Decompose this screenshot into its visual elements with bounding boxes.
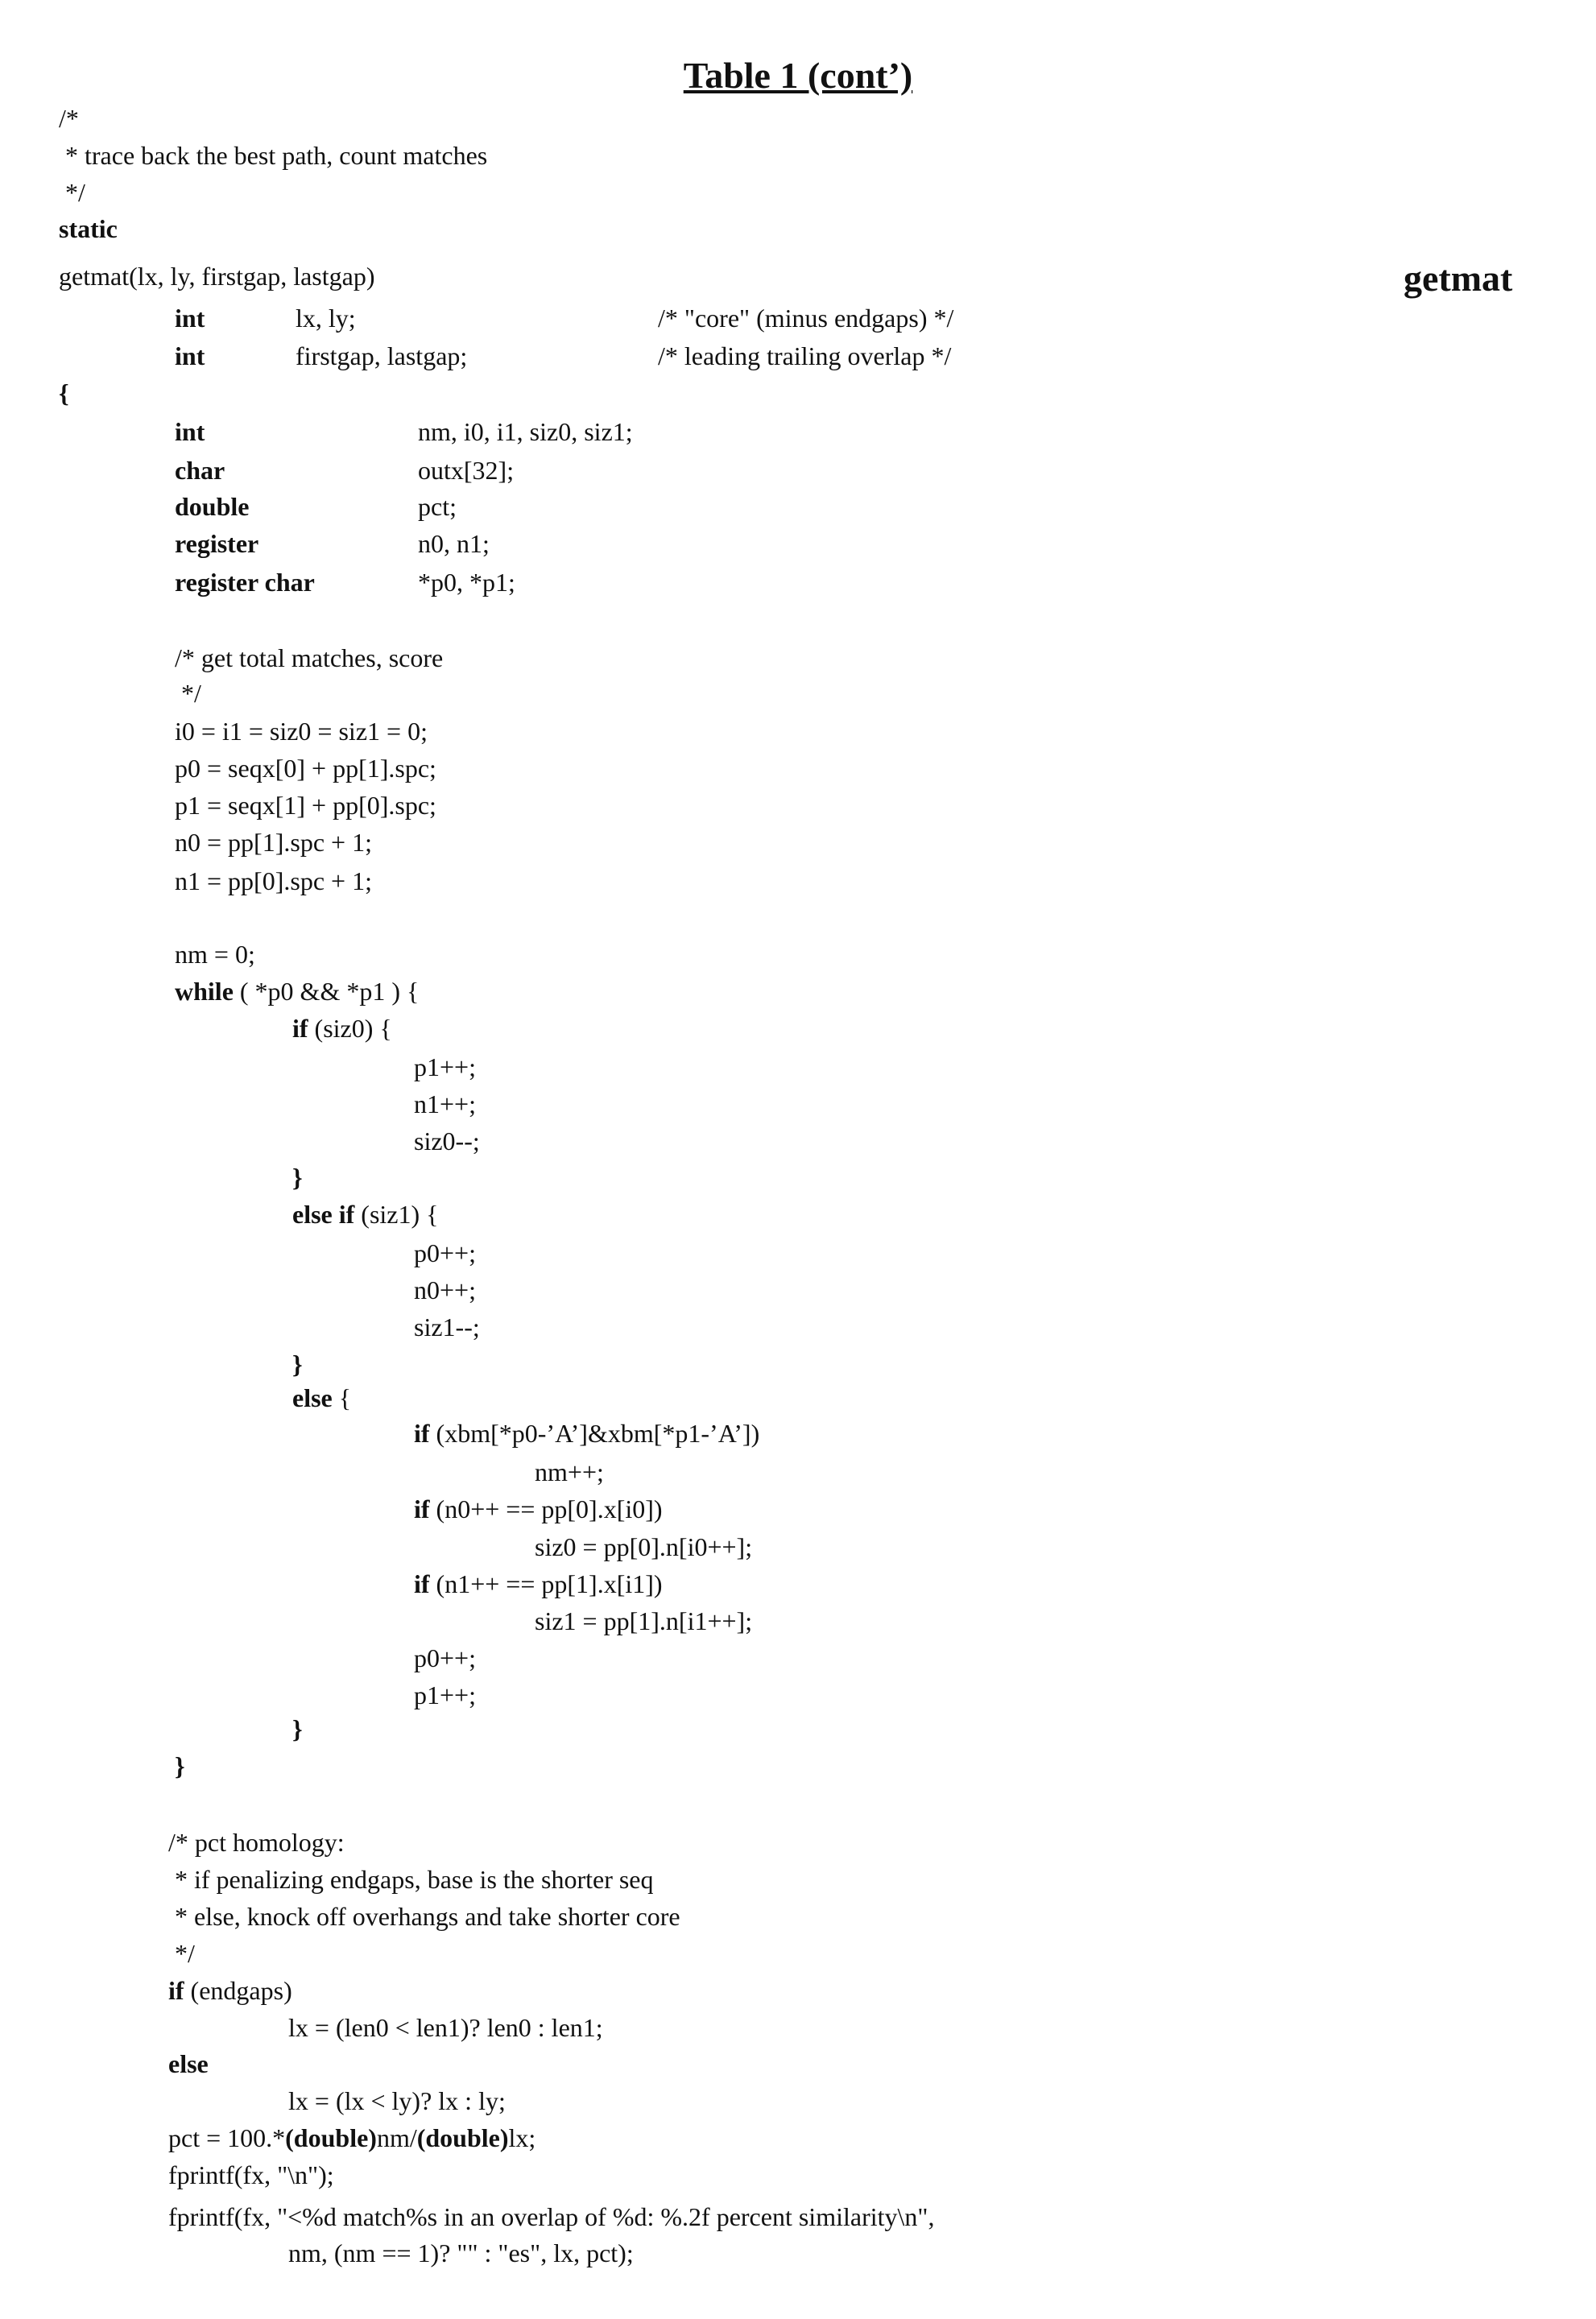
page-title: Table 1 (cont’) <box>0 53 1596 98</box>
code-text: nm++; <box>535 1457 604 1486</box>
code-line <box>414 1125 480 1157</box>
code-line <box>168 1863 654 1895</box>
code-line <box>175 340 205 372</box>
code-line <box>288 2085 506 2117</box>
code-text: (n1++ == pp[1].x[i1]) <box>430 1569 663 1598</box>
code-line <box>175 642 443 674</box>
code-line <box>168 1826 345 1858</box>
code-text: nm/ <box>377 2123 417 2152</box>
code-line <box>292 1348 303 1380</box>
code-text: } <box>292 1163 303 1192</box>
code-line <box>418 566 515 598</box>
code-text: /* get total matches, score <box>175 643 443 672</box>
code-line <box>288 2237 634 2269</box>
code-line <box>658 340 951 372</box>
code-text: else <box>168 2049 209 2078</box>
code-text: else if <box>292 1200 354 1229</box>
code-line <box>175 566 315 598</box>
code-text: static <box>59 214 118 243</box>
code-line <box>59 260 374 292</box>
code-text: fprintf(fx, "\n"); <box>168 2160 334 2189</box>
code-text: } <box>292 1714 303 1743</box>
code-line <box>414 1417 759 1449</box>
code-line <box>175 865 372 897</box>
code-line <box>168 1900 680 1932</box>
code-text: outx[32]; <box>418 456 514 485</box>
code-line <box>59 176 85 209</box>
code-text: lx, ly; <box>296 304 356 333</box>
code-line <box>175 454 225 486</box>
code-text: (endgaps) <box>184 1976 292 2005</box>
code-line <box>288 2011 603 2044</box>
code-text: int <box>175 417 205 446</box>
code-text: n1++; <box>414 1089 476 1118</box>
code-text: i0 = i1 = siz0 = siz1 = 0; <box>175 717 428 746</box>
code-text: siz1 = pp[1].n[i1++]; <box>535 1606 752 1635</box>
code-line <box>535 1531 752 1563</box>
code-text: /* pct homology: <box>168 1828 345 1857</box>
code-text: n0 = pp[1].spc + 1; <box>175 828 372 857</box>
code-line <box>296 340 467 372</box>
code-text: p1++; <box>414 1052 476 1081</box>
function-label: getmat <box>1404 256 1512 301</box>
code-line <box>175 826 372 858</box>
code-text: pct; <box>418 492 457 521</box>
code-line <box>175 490 249 523</box>
code-line <box>59 102 79 134</box>
code-text: (double) <box>285 2123 377 2152</box>
code-text: * trace back the best path, count matches <box>59 141 487 170</box>
code-line <box>168 1937 195 1970</box>
code-text: (siz0) { <box>308 1014 392 1043</box>
code-line <box>292 1161 303 1193</box>
code-text: fprintf(fx, "<%d match%s in an overlap of %d: %.2f percent similarity\n", <box>168 2202 934 2231</box>
code-text: { <box>59 378 69 407</box>
code-line <box>414 1642 476 1674</box>
code-text: p0 = seqx[0] + pp[1].spc; <box>175 754 436 783</box>
code-line <box>292 1198 439 1230</box>
code-text: * if penalizing endgaps, base is the shorter seq <box>168 1865 654 1894</box>
code-text: p1++; <box>414 1680 476 1709</box>
code-text: p0++; <box>414 1238 476 1267</box>
code-line <box>168 2122 535 2154</box>
code-text: p1 = seqx[1] + pp[0].spc; <box>175 791 436 820</box>
code-text: lx = (lx < ly)? lx : ly; <box>288 2086 506 2115</box>
code-line <box>175 752 436 784</box>
code-text: lx = (len0 < len1)? len0 : len1; <box>288 2013 603 2042</box>
code-text: int <box>175 304 205 333</box>
code-line <box>59 213 118 245</box>
code-line <box>175 677 201 709</box>
code-line <box>296 302 356 334</box>
code-line <box>292 1012 392 1044</box>
code-text: pct = 100.* <box>168 2123 285 2152</box>
code-line <box>418 527 490 560</box>
code-text: nm = 0; <box>175 940 255 969</box>
code-text: int <box>175 341 205 370</box>
code-text: *p0, *p1; <box>418 568 515 597</box>
code-text: getmat(lx, ly, firstgap, lastgap) <box>59 262 374 291</box>
code-text: register <box>175 529 258 558</box>
code-line <box>175 789 436 821</box>
code-line <box>414 1051 476 1083</box>
code-line <box>168 1974 292 2007</box>
code-line <box>59 139 487 172</box>
code-line <box>414 1237 476 1269</box>
code-text: lx; <box>509 2123 536 2152</box>
code-text: /* "core" (minus endgaps) */ <box>658 304 953 333</box>
code-line <box>418 454 514 486</box>
code-line <box>535 1605 752 1637</box>
code-text: double <box>175 492 249 521</box>
code-line <box>59 377 69 409</box>
code-line <box>658 302 953 334</box>
code-text: siz0 = pp[0].n[i0++]; <box>535 1532 752 1561</box>
code-text: firstgap, lastgap; <box>296 341 467 370</box>
code-text: if <box>414 1569 430 1598</box>
code-text: while <box>175 977 234 1006</box>
code-text: nm, i0, i1, siz0, siz1; <box>418 417 633 446</box>
code-text: (n0++ == pp[0].x[i0]) <box>430 1494 663 1523</box>
code-line <box>418 490 457 523</box>
code-text: siz0--; <box>414 1126 480 1155</box>
code-line <box>175 975 419 1007</box>
code-line <box>414 1568 663 1600</box>
code-text: if <box>292 1014 308 1043</box>
code-text: else <box>292 1383 333 1412</box>
code-line <box>175 1750 185 1782</box>
code-line <box>414 1274 476 1306</box>
code-text: n0++; <box>414 1275 476 1304</box>
code-line <box>414 1493 663 1525</box>
code-line <box>414 1311 480 1343</box>
code-text: if <box>414 1494 430 1523</box>
code-line <box>418 415 633 448</box>
code-line <box>414 1088 476 1120</box>
code-line <box>414 1679 476 1711</box>
code-text: n1 = pp[0].spc + 1; <box>175 866 372 895</box>
code-line <box>175 302 205 334</box>
code-text: (siz1) { <box>354 1200 438 1229</box>
code-line <box>535 1456 604 1488</box>
code-text: ( *p0 && *p1 ) { <box>234 977 419 1006</box>
code-text: */ <box>168 1939 195 1968</box>
code-text: siz1--; <box>414 1312 480 1341</box>
code-line <box>175 938 255 970</box>
code-text: register char <box>175 568 315 597</box>
code-line <box>168 2048 209 2080</box>
code-text: if <box>168 1976 184 2005</box>
code-text: nm, (nm == 1)? "" : "es", lx, pct); <box>288 2238 634 2267</box>
code-line <box>292 1382 351 1414</box>
code-text: if <box>414 1419 430 1448</box>
code-text: */ <box>175 679 201 708</box>
code-text: */ <box>59 178 85 207</box>
code-text: (xbm[*p0-’A’]&xbm[*p1-’A’]) <box>430 1419 760 1448</box>
code-text: p0++; <box>414 1643 476 1672</box>
code-text: * else, knock off overhangs and take shorter core <box>168 1902 680 1931</box>
code-text: } <box>292 1350 303 1379</box>
code-line <box>175 415 205 448</box>
code-text: } <box>175 1751 185 1780</box>
code-line <box>175 527 258 560</box>
code-text: (double) <box>417 2123 509 2152</box>
code-text: char <box>175 456 225 485</box>
code-line <box>292 1713 303 1745</box>
code-line <box>168 2159 334 2191</box>
code-text: { <box>333 1383 351 1412</box>
code-line <box>168 2201 934 2233</box>
code-line <box>175 715 428 747</box>
code-text: /* leading trailing overlap */ <box>658 341 951 370</box>
code-text: /* <box>59 104 79 133</box>
code-text: n0, n1; <box>418 529 490 558</box>
